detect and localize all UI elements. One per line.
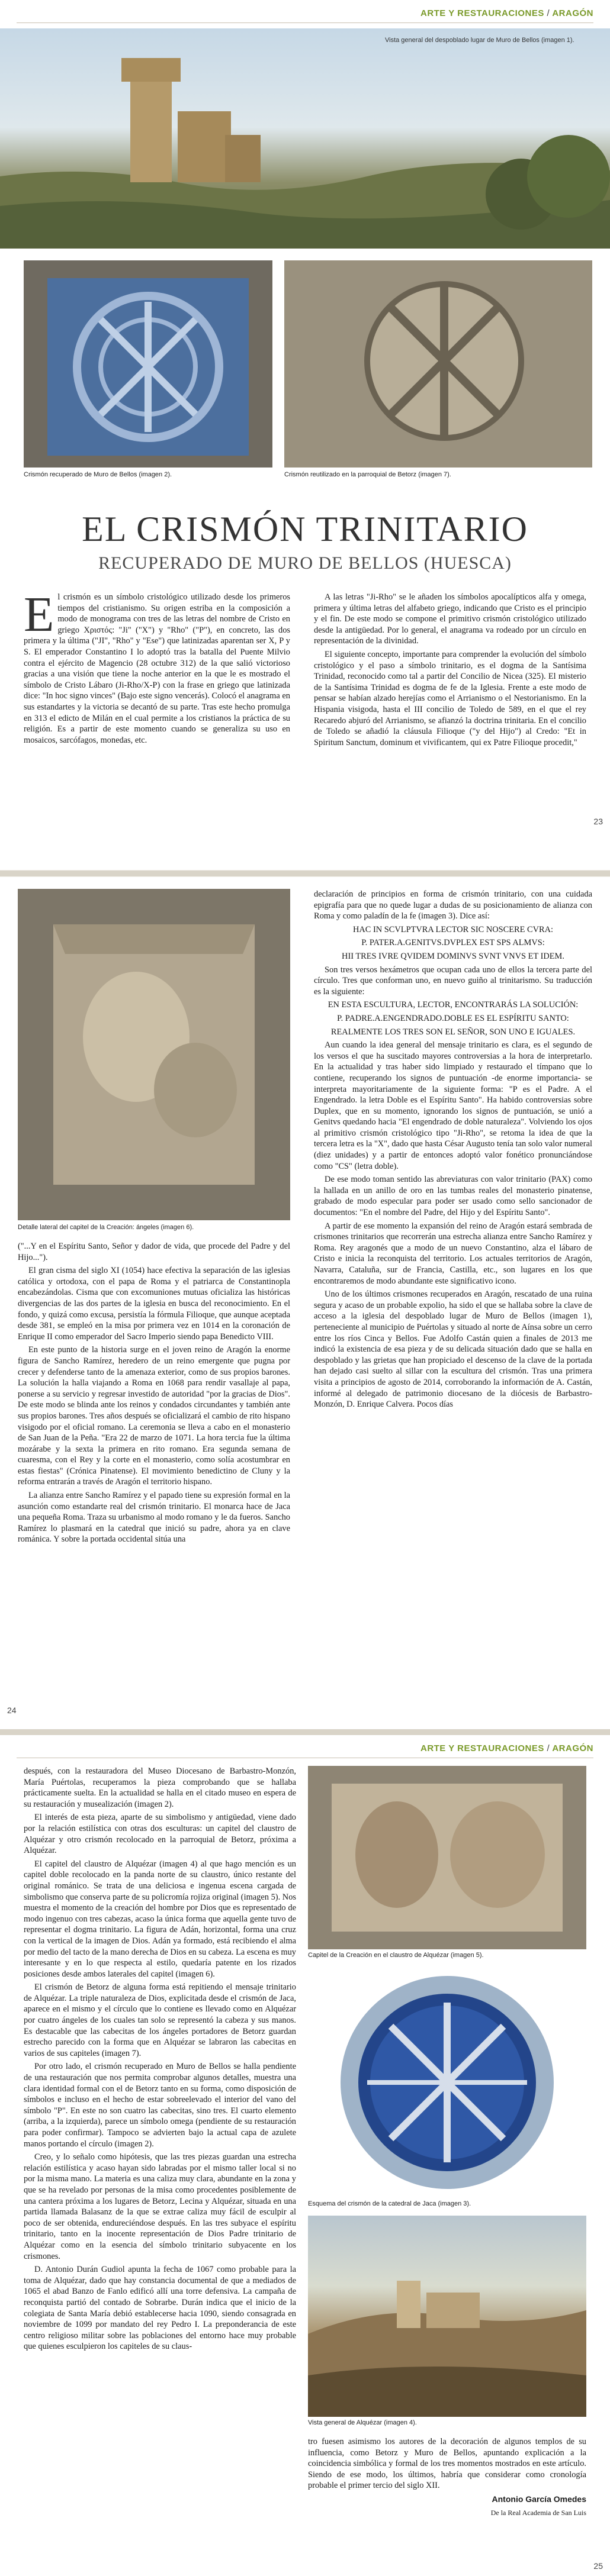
header-rule: [17, 22, 593, 23]
page-number: 23: [593, 817, 603, 826]
caption-image-4: Vista general de Alquézar (imagen 4).: [308, 2419, 417, 2426]
paragraph: El siguiente concepto, importante para comprender la evolución del símbolo cristológico y el paso a símbolo trinitario, es el dogma de la Santísima Trinidad, reconocido como tal a partir del Concilio de Nicea (325). El misterio de la Santísima Trinidad es dogma de fe de la Iglesia. Frente a este modo de pensar se habían alzado herejías como el Arrianismo o el Nestorianismo. En la Hispania visigoda, hasta el III concilio de Toledo de 589, en el que el rey Recaredo abjuró del Arrianismo, se afianzó la doctrina trinitaria. En el concilio de Toledo se añadió la cláusula Filioque ("y del Hijo") al Credo: "Et in Spiritum Sanctum, dominum et vivificantem, qui ex Patre Filioque procedit,": [314, 649, 586, 747]
paragraph: Por otro lado, el crismón recuperado en Muro de Bellos se halla pendiente de una restauración que nos permita comprobar algunos detalles, muestra una clara identidad formal con el de Betorz tanto en su forma, como disposición de símbolos e incluso en el hecho de estar sobreelevado el interior del vano del símbolo "P". En este no son cuatro las cabecitas, sino tres. El cuarto elemento (arriba, a la izquierda), parece un símbolo omega (pendiente de su restauración para poder confirmar). Tampoco se advierten bajo la actual capa de azulete manos portando el círculo (imagen 2).: [24, 2062, 296, 2149]
photo-crismon-betorz: [284, 260, 592, 468]
page-25: [0, 1735, 610, 2576]
latin-line: P. PATER.A.GENITVS.DVPLEX EST SPS ALMVS:: [361, 938, 545, 948]
paragraph: De ese modo toman sentido las abreviaturas con valor trinitario (PAX) como la hallada en un anillo de oro en las tumbas reales del monasterio pinatense, grabado de modo especular para poder ser usado como sello sancionador de documentos: "En el nombre del Padre, del Hijo y del Espíritu Santo".: [314, 1175, 592, 1218]
caption-image-1: Vista general del despoblado lugar de Muro de Bellos (imagen 1).: [385, 37, 574, 44]
paragraph: Uno de los últimos crismones recuperados en Aragón, rescatado de una ruina segura y acaso de un probable expolio, ha sido el que se hallaba sobre la clave de acceso a la iglesia del despoblado lugar de Muro de Bellos (imagen 1), perteneciente al municipio de Puértolas y situado al norte de Aínsa sobre un cerro entre los ríos Cinca y Bellos. Fue Adolfo Castán quien a finales de 2013 me indicó la existencia de esa pieza y de su delicada situación dado que se halla en despoblado y las grietas que han propiciado el descenso de la clave de la portada han dejado casi suelto al sillar con la escultura del crismón. Tras una primera visita a principios de agosto de 2014, corroborando la información de A. Castán, informé al delegado de patrimonio diocesano de la diócesis de Barbastro-Monzón, D. Enrique Calvera. Pocos días: [314, 1289, 592, 1410]
paragraph: A partir de ese momento la expansión del reino de Aragón estará sembrada de crismones trinitarios que recorrerán una estrecha alianza entre Sancho Ramírez y Roma. Rey aragonés que a modo de un nuevo Constantino, alza el lábaro de Cristo e inicia la reconquista del territorio. Los actuales territorios de Aragón, Navarra, Cataluña, sur de Francia, Castilla, etc., son lugares en los que encontraremos de modo abundante este significativo icono.: [314, 1221, 592, 1286]
caption-image-5: Capitel de la Creación en el claustro de Alquézar (imagen 5).: [308, 1952, 484, 1959]
article-title: EL CRISMÓN TRINITARIO: [82, 510, 528, 549]
capitel-creacion-illustration: [308, 1766, 586, 1949]
paragraph: Son tres versos hexámetros que ocupan cada uno de ellos la tercera parte del círculo. Tres que conforman uno, en nuevo guiño al trinitarismo. Su traducción es la siguiente:: [314, 965, 592, 997]
paragraph: El crismón de Betorz de alguna forma está repitiendo el mensaje trinitario de Alquézar. La triple naturaleza de Dios, explicitada desde el crismón de Jaca, aparece en el mismo y el círculo que lo contiene es llevado como en Alquézar por cuatro ángeles de los cuales tan solo se representó la cabeza y sus manos. Es destacable que las cabecitas de los ángeles portadores de Betorz guardan estrecho parecido con la forma que en Alquézar se labraron las cabecitas en varios de sus capiteles (imagen 7).: [24, 1982, 296, 2058]
author-affiliation: De la Real Academia de San Luis: [490, 2508, 586, 2517]
p2-column-right: [314, 889, 592, 1413]
crismon-betorz-illustration: [284, 260, 592, 468]
crismon-illustration: [24, 260, 272, 468]
section-header: ARTE Y RESTAURACIONES / ARAGÓN: [420, 8, 593, 18]
paragraph: tro fuesen asimismo los autores de la decoración de algunos templos de su influencia, como Betorz y Muro de Bellos, apuntando explicación a la coincidencia simbólica y formal de los tres momentos mostrados en este artículo. Siendo de ese modo, los últimos, habría que considerar como cronología probable el primer tercio del siglo XII.: [308, 2437, 586, 2491]
paragraph: ("...Y en el Espíritu Santo, Señor y dador de vida, que procede del Padre y del Hijo...").: [18, 1242, 290, 1262]
diagram-crismon-jaca: [308, 1967, 586, 2198]
paragraph: Creo, y lo señalo como hipótesis, que las tres piezas guardan una estrecha relación estilística y acaso hayan sido labradas por el mismo taller local si no por la misma mano. La materia es una caliza muy clara, abundante en la zona y que se ha revelado por personas de la misa como procedentes posiblemente de una cantera próxima a los lugares de Betorz, Lecina y Alquézar, situada en una partida llamada Balasanz de la que se extrae caliza muy fácil de esculpir al poco de ser obtenida, endureciéndose después. En las tres subyace el espíritu trinitario, tanto en la inocente representación de Dios Padre trinitario de Alquézar como en la esencia del símbolo trinitario subyacente en los crismones.: [24, 2152, 296, 2261]
latin-line: HII TRES IVRE QVIDEM DOMINVS SVNT VNVS ET IDEM.: [342, 951, 564, 961]
landscape-illustration: [0, 28, 610, 249]
p1-column-right: [314, 592, 586, 750]
paragraph: El interés de esta pieza, aparte de su simbolismo y antigüedad, viene dado por la relación estilística con otras dos esculturas: un capitel del claustro de Alquézar y otro crismón recolocado en la parroquial de Betorz, próxima a Alquézar.: [24, 1813, 296, 1856]
caption-image-6: Detalle lateral del capitel de la Creación: ángeles (imagen 6).: [18, 1224, 194, 1231]
page-23: [0, 0, 610, 870]
caption-image-2: Crismón recuperado de Muro de Bellos (imagen 2).: [24, 471, 172, 478]
paragraph: declaración de principios en forma de crismón trinitario, con una cuidada epigrafía para que no quede lugar a dudas de su posicionamiento de alianza con Roma y como paladín de la fe (imagen 3). Dice así:: [314, 889, 592, 921]
p1-column-left: [24, 587, 290, 748]
paragraph: El capitel del claustro de Alquézar (imagen 4) al que hago mención es un capitel doble recolocado en la panda norte de su claustro, único restante del original románico. Se trata de una deliciosa e ingenua escena cargada de simbolismo que conserva parte de su policromía rojiza original (imagen 5). Nos muestra el momento de la creación del hombre por Dios que es representado de modo ingenuo con tres cabezas, acaso la única forma que aquella gente tuvo de representar el dogma trinitario. La figura de Adán, horizontal, forma una cruz con la vertical de la imagen de Dios. Adán ya formado, está recibiendo el alma por medio del tacto de la mano derecha de Dios en su cabeza. La escena es muy interesante y en lo que respecta al estilo, quedaría patente en los rizados posiciones desde ambos laterales del capitel (imagen 6).: [24, 1859, 296, 1979]
page-separator: [0, 871, 610, 876]
p3-column-left: [24, 1766, 296, 2355]
latin-line: HAC IN SCVLPTVRA LECTOR SIC NOSCERE CVRA:: [353, 924, 553, 934]
paragraph: Aun cuando la idea general del mensaje trinitario es clara, es el segundo de los versos el que ha suscitado mayores controversias a la hora de interpretarlo. En la actualidad y tras haber sido limpiado y restaurado el tímpano que lo contiene, recuperando los signos de puntuación -de enorme importancia- se interpreta mayoritariamente de la siguiente forma: "P es el Padre. A el Engendrado. la letra Doble es el Espíritu Santo". Ha habido controversias sobre Duplex, que en su momento, ignorando los signos de puntuación, se unió a Genitvs quedando hacia "El engendrado de doble naturaleza". Volviendo los ojos al primitivo crismón cristológico tipo "Ji-Rho", se retoma la idea de que la tercera letra es la "X", dado que hasta César Augusto tenía tan solo valor numeral (diez unidades) y a partir de entonces adoptó valor fonético pronunciándose como "CS" (letra doble).: [314, 1040, 592, 1171]
alquezar-illustration: [308, 2216, 586, 2417]
photo-alquezar: [308, 2216, 586, 2417]
page-24: [0, 877, 610, 1729]
paragraph: La alianza entre Sancho Ramírez y el papado tiene su expresión formal en la asunción como estandarte real del crismón trinitario. El monarca hace de Jaca una pequeña Roma. Traza su urbanismo al modo romano y le da fueros. Sancho Ramírez lo plasmará en la catedral que inició su padre, ahora ya en clave románica. Y sobre la portada occidental sitúa una: [18, 1491, 290, 1545]
caption-image-3: Esquema del crismón de la catedral de Jaca (imagen 3).: [308, 2200, 471, 2207]
paragraph: A las letras "Ji-Rho" se le añaden los símbolos apocalípticos alfa y omega, primera y última letras del alfabeto griego, indicando que Cristo es el principio y el fin. De este modo se compone el primitivo crismón cristológico utilizado desde la antigüedad. Por lo general, el anagrama va rodeado por un círculo en representación de la divinidad.: [314, 592, 586, 646]
crismon-jaca-illustration: [308, 1967, 586, 2198]
translation-line: P. PADRE.A.ENGENDRADO.DOBLE ES EL ESPÍRITU SANTO:: [337, 1013, 569, 1023]
drop-cap: E: [24, 587, 54, 642]
photo-capitel-angeles: [18, 889, 290, 1220]
paragraph: l crismón es un símbolo cristológico utilizado desde los primeros tiempos del cristianismo. Su origen estriba en la composición a modo de monograma con tres de las letras del nombre de Cristo en griego Χριστός: "Ji" ("X") y "Rho" ("P"), en concreto, las dos primera y la última ("JI", "Rho" y "Ese") que latinizadas aparentan ser X, P y S. El emperador Constantino I lo adoptó tras la batalla del Puente Milvio contra el ejército de Magencio (28 octubre 312) de la que salió victorioso gracias a una visión que tiene la noche anterior en la que le es mostrado el símbolo de Cristo Lábaro (Ji-Rho/X-P) con la frase en griego que latinizada dice: "In hoc signo vinces" (Bajo este signo vencerás). Colocó el anagrama en sus estandartes y la victoria se decantó de su parte. Tras este hecho promulga en 313 el edicto de Milán en el cual permite a los cristianos la práctica de su religión. Es a partir de este momento cuando se generaliza su uso en mosaicos, sarcófagos, monedas, etc.: [24, 592, 290, 745]
paragraph: El gran cisma del siglo XI (1054) hace efectiva la separación de las iglesias católica y ortodoxa, con el papa de Roma y el patriarca de Constantinopla encabezándolas. Cisma que con excomuniones mutuas oficializa las históricas divergencias de las dos partes de la iglesia en busca del reconocimiento. En el fondo, y quizá como excusa, persistía la fórmula Filioque, que aunque aceptada desde 381, se empleó en la misa por primera vez en 1014 en la coronación de Enrique II como emperador del Sacro Imperio siendo papa Benedicto VIII.: [18, 1266, 290, 1342]
translation-line: EN ESTA ESCULTURA, LECTOR, ENCONTRARÁS LA SOLUCIÓN:: [328, 1000, 579, 1010]
paragraph: En este punto de la historia surge en el joven reino de Aragón la enorme figura de Sancho Ramírez, heredero de un reino emergente que pugna por crecer y defenderse tanto de la amenaza exterior, como de sus propios barones. La solución la halla viajando a Roma en 1068 para rendir vasallaje al papa, ponerse a su servicio y regresar investido de autoridad "por la gracias de Dios". De este modo se blinda ante los reinos y condados circundantes y también ante sus propios barones. Tres años después se oficializará el cambio de rito hispano visigodo por el oficial romano. La ceremonia se lleva a cabo en el monasterio de San Juan de la Peña. "Era 22 de marzo de 1071. La hora tercia fue la última mozárabe y la sexta la primera en rito romano. Era segunda semana de cuaresma, con el Rey y la corte en el monasterio, como solía acostumbrar en estas fiestas" (Crónica Pinatense). El movimiento benedictino de Cluny y la reforma entrarán a través de Aragón el territorio hispano.: [18, 1345, 290, 1487]
paragraph: después, con la restauradora del Museo Diocesano de Barbastro-Monzón, María Puértolas, recuperamos la pieza comprobando que se hallaba prácticamente suelta. En la actualidad se halla en el citado museo en espera de su restauración y musealización (imagen 2).: [24, 1766, 296, 1809]
page-number: 25: [593, 2561, 603, 2571]
photo-capitel-creacion: [308, 1766, 586, 1949]
paragraph: D. Antonio Durán Gudiol apunta la fecha de 1067 como probable para la toma de Alquézar, dado que hay constancia documental de que a mediados de 1065 el abad Banzo de Fanlo edificó allí una torre defensiva. La campaña de reconquista partió del contado de Sobrarbe. Durán indica que el inicio de la colegiata de Santa María debió establecerse hacia 1090, siendo consagrada en noviembre de 1099 por mandato del rey Pedro I. La preponderancia de este centro religioso militar sobre las poblaciones del entorno hace muy probable que quienes esculpieron los capiteles de su claus-: [24, 2265, 296, 2352]
p2-column-left: [18, 1241, 290, 1547]
article-subtitle: RECUPERADO DE MURO DE BELLOS (HUESCA): [98, 553, 512, 573]
caption-image-7: Crismón reutilizado en la parroquial de Betorz (imagen 7).: [284, 471, 451, 478]
translation-line: REALMENTE LOS TRES SON EL SEÑOR, SON UNO E IGUALES.: [330, 1027, 576, 1037]
section-header: ARTE Y RESTAURACIONES / ARAGÓN: [420, 1743, 593, 1753]
p3-column-right: [308, 2436, 586, 2520]
photo-crismon-muro: [24, 260, 272, 468]
page-separator: [0, 1729, 610, 1735]
author-name: Antonio García Omedes: [492, 2494, 586, 2504]
photo-muro-de-bellos-landscape: [0, 28, 610, 249]
page-number: 24: [7, 1705, 17, 1715]
capitel-illustration: [18, 889, 290, 1220]
